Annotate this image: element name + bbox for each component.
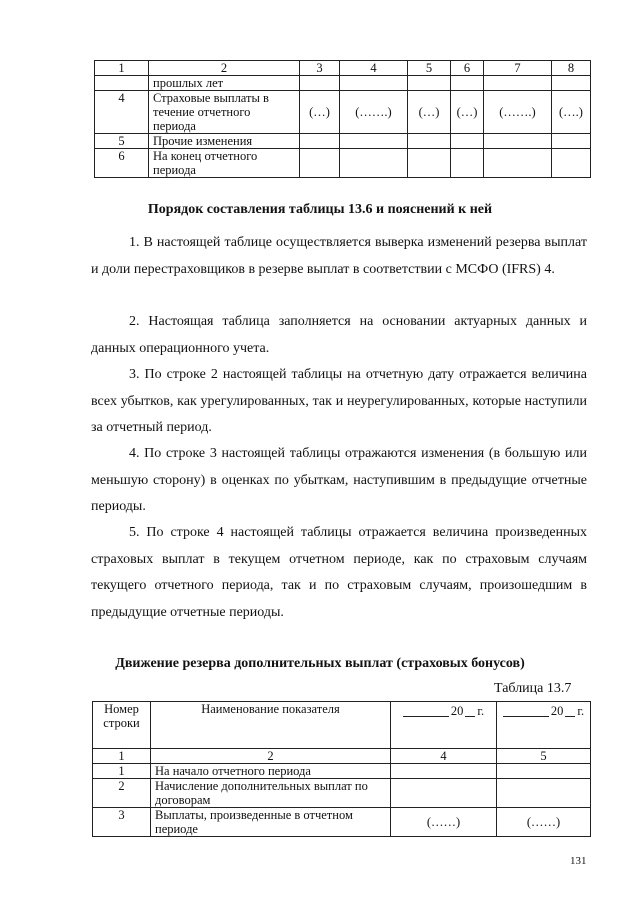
paragraph: 1. В настоящей таблице осуществляется выверка изменений резерва выплат и доли перестраховщиков в резерве выплат в соответствии с МСФО (IFRS) 4. [91, 235, 587, 277]
value-cell [300, 134, 340, 149]
blank-line [503, 704, 549, 717]
year-prefix: 20 [550, 704, 564, 718]
value-cell [340, 149, 408, 178]
value-cell [300, 76, 340, 91]
index-cell: 1 [93, 749, 151, 764]
value-cell [484, 76, 552, 91]
row-number: 2 [93, 779, 151, 808]
index-cell: 5 [497, 749, 591, 764]
row-label: Прочие изменения [149, 134, 300, 149]
header-cell: 6 [451, 61, 484, 76]
row-number: 6 [95, 149, 149, 178]
year-field [501, 702, 586, 718]
table-header-row [95, 61, 591, 76]
value-cell [451, 76, 484, 91]
header-cell: 1 [95, 61, 149, 76]
index-row [93, 749, 591, 764]
value-cell [408, 149, 451, 178]
value-cell: (……) [391, 808, 497, 837]
value-cell [484, 134, 552, 149]
header-cell: 8 [552, 61, 591, 76]
value-cell [484, 149, 552, 178]
year-suffix: г. [577, 704, 585, 718]
table-row [93, 779, 591, 808]
section-title: Порядок составления таблицы 13.6 и пояснений к ней [147, 202, 493, 217]
row-number: 1 [93, 764, 151, 779]
table-header-row [93, 702, 591, 749]
column-header-year [391, 702, 497, 749]
value-cell [451, 134, 484, 149]
row-number [95, 76, 149, 91]
row-label: На начало отчетного периода [151, 764, 391, 779]
value-cell [391, 764, 497, 779]
table-13-6-continuation [94, 60, 591, 178]
blank-line [465, 704, 475, 717]
row-number: 5 [95, 134, 149, 149]
index-cell: 4 [391, 749, 497, 764]
value-cell: (…) [408, 91, 451, 134]
value-cell [300, 149, 340, 178]
value-cell: (……) [497, 808, 591, 837]
value-cell [552, 134, 591, 149]
header-cell: 4 [340, 61, 408, 76]
blank-line [565, 704, 575, 717]
year-suffix: г. [477, 704, 485, 718]
blank-line [403, 704, 449, 717]
table-row [95, 134, 591, 149]
value-cell: (…….) [340, 91, 408, 134]
section-title: Движение резерва дополнительных выплат (страховых бонусов) [115, 656, 525, 671]
value-cell [552, 76, 591, 91]
value-cell [497, 764, 591, 779]
value-cell [340, 134, 408, 149]
paragraph: 4. По строке 3 настоящей таблицы отражаются изменения (в большую или меньшую сторону) в оценках по убыткам, наступившим в предыдущие отчетные периоды. [91, 446, 587, 514]
row-label: Выплаты, произведенные в отчетном периоде [151, 808, 391, 837]
header-cell: 3 [300, 61, 340, 76]
table-row [95, 91, 591, 134]
header-cell: 5 [408, 61, 451, 76]
row-label: На конец отчетного периода [149, 149, 300, 178]
header-cell: 7 [484, 61, 552, 76]
row-label: Страховые выплаты в течение отчетного периода [149, 91, 300, 134]
column-header-name: Наименование показателя [151, 702, 391, 749]
year-field [395, 702, 492, 718]
table-row [93, 808, 591, 837]
paragraph: 5. По строке 4 настоящей таблицы отражается величина произведенных страховых выплат в текущем отчетном периоде, как по страховым случаям текущего отчетного периода, так и по страховым случаям, произошедшим в предыдущие отчетные периоды. [91, 525, 587, 620]
year-prefix: 20 [450, 704, 464, 718]
paragraph: 2. Настоящая таблица заполняется на основании актуарных данных и данных операционного учета. [91, 314, 587, 356]
table-13-7 [92, 701, 591, 837]
column-header-year [497, 702, 591, 749]
table-row [95, 149, 591, 178]
row-label: Начисление дополнительных выплат по договорам [151, 779, 391, 808]
table-row [95, 76, 591, 91]
table-row [93, 764, 591, 779]
row-number: 4 [95, 91, 149, 134]
value-cell [552, 149, 591, 178]
page-number: 131 [570, 855, 587, 867]
value-cell [451, 149, 484, 178]
paragraph: 3. По строке 2 настоящей таблицы на отчетную дату отражается величина всех убытков, как урегулированных, так и неурегулированных, которые наступили за отчетный период. [91, 367, 587, 435]
value-cell [408, 134, 451, 149]
value-cell [497, 779, 591, 808]
value-cell: (…) [451, 91, 484, 134]
index-cell: 2 [151, 749, 391, 764]
value-cell [391, 779, 497, 808]
value-cell: (…….) [484, 91, 552, 134]
value-cell: (….) [552, 91, 591, 134]
header-cell: 2 [149, 61, 300, 76]
table-number: Таблица 13.7 [494, 681, 572, 696]
value-cell [408, 76, 451, 91]
value-cell [340, 76, 408, 91]
column-header-number: Номер строки [93, 702, 151, 749]
row-number: 3 [93, 808, 151, 837]
value-cell: (…) [300, 91, 340, 134]
row-label: прошлых лет [149, 76, 300, 91]
